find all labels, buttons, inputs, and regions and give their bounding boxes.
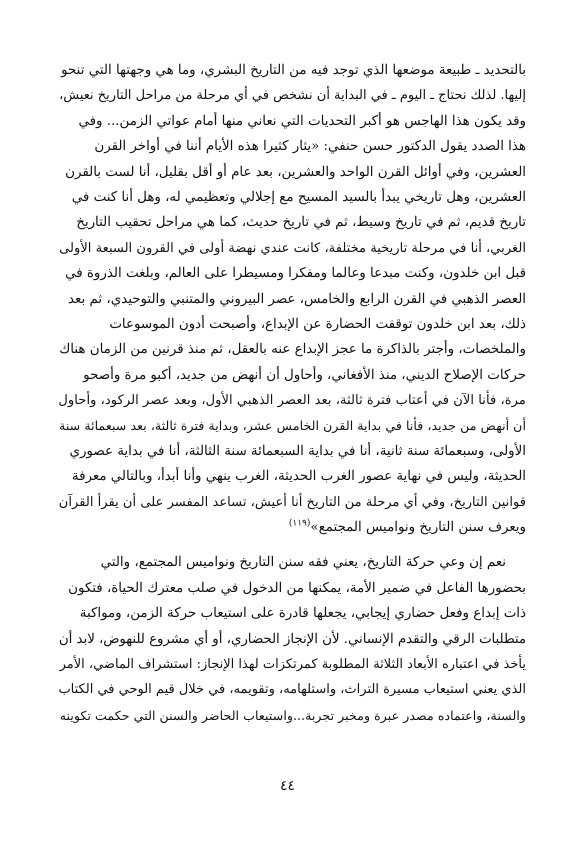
text-line: وقد يكون هذا الهاجس هو أكبر التحديات التي نعاني منها أمام عواتي الزمن... وفي — [78, 113, 526, 129]
text-line: العصر الذهبي في القرن الرابع والخامس، عصر البيروني والمتنبي والتوحيدي، ثم بعد — [68, 291, 526, 307]
text-line: والسنة، واعتماده مصدر عبرة ومخبر تجربة...واستيعاب الحاضر والسنن التي حكمت تكوينه — [59, 707, 526, 723]
text-line: الذي يعني استيعاب مسيرة التراث، واستلهامه، وتقويمه، في خلال قيم الوحي في الكتاب — [58, 682, 526, 698]
text-line: الغربي، أنا في مرحلة تاريخية مختلفة، كانت عندي نهضة أولى في القرون السبعة الأولى — [59, 240, 526, 256]
text-line: ذلك، بعد ابن خلدون توقفت الحضارة عن الإبداع، وأصبحت أدون الموسوعات — [109, 316, 526, 332]
text-line: بالتحديد ـ طبيعة موضعها الذي توجد فيه من التاريخ البشري، وما هي وجهتها التي تنحو — [61, 63, 526, 78]
text-line: متطلبات الرقي والتقدم الإنساني. لأن الإنجاز الحضاري، أو أي مشروع للنهوض، لابد أن — [58, 631, 526, 647]
text-line: العشرين، وهل تاريخي يبدأ بالسيد المسيح مع إجلالي وتعظيمي له، وهل أنا كنت في — [71, 189, 526, 205]
text-line: إليها. لذلك نحتاج ـ اليوم ـ في البداية أن نشخص في أي مرحلة من مراحل التاريخ نعيش، — [59, 88, 526, 104]
text-line: يأخذ في اعتباره الأبعاد الثلاثة المطلوبة كمرتكزات لهذا الإنجاز: استشراف الماضي، الأمر — [59, 656, 526, 672]
text-line: بحضورها الفاعل في ضمير الأمة، يمكنها من الدخول في صلب معترك الحياة، فتكون — [68, 580, 526, 596]
text-line-last — [58, 515, 526, 540]
text-line: نعم إن وعي حركة التاريخ، يعني فقه سنن التاريخ ونواميس المجتمع، والتي — [100, 555, 506, 571]
text-line: العشرين، وفي أوائل القرن الواحد والعشرين، بعد عام أو أقل بقليل، أنا لست بالقرن — [65, 164, 526, 180]
paragraph-1 — [58, 58, 526, 540]
paragraph-2 — [58, 550, 526, 728]
text-line: والملخصات، وأجتر بالذاكرة ما عجز الإبداع عنه بالعقل، ثم منذ قرنين من الزمان هناك — [59, 342, 526, 358]
text-line: حركات الإصلاح الديني، منذ الأفغاني، وأحاول أن أنهض من جديد، أكبو مرة وأصحو — [83, 367, 526, 383]
footnote-reference[interactable]: (١١٩) — [288, 518, 311, 529]
page-number: ٤٤ — [279, 778, 296, 794]
text-line: قوانين التاريخ، وفي أي مرحلة من التاريخ أنا أعيش، تساعد المفسر على أن يقرأ القرآن — [58, 494, 526, 510]
text-line: هذا الصدد يقول الدكتور حسن حنفي: «يثار كثيرا هذه الأيام أننا في أواخر القرن — [94, 139, 526, 155]
text-line: أن أنهض من جديد، فأنا في بداية القرن الخامس عشر، وبداية فترة ثالثة، بعد سبعمائة سنة — [59, 418, 526, 434]
text-line: ذات إبداع وفعل حضاري إيجابي، يجعلها قادرة على استيعاب حركة الزمن، ومواكبة — [79, 606, 526, 622]
page-body — [58, 58, 526, 728]
text-line: قبل ابن خلدون، وكنت مبدعا وعالما ومفكرا ومسيطرا على العالم، وبلغت الذروة في — [65, 266, 526, 282]
line-text: ويعرف سنن التاريخ ونواميس المجتمع» — [310, 520, 526, 536]
text-line: مرة، فأنا الآن في أعتاب فترة ثالثة، بعد العصر الذهبي الأول، وبعد عصر الركود، وأحاول — [58, 393, 526, 409]
text-line: الحديثة، وليس في نهاية عصور الغرب الحديثة، الغرب ينهي وأنا أبدأ، وبالتالي معرفة — [71, 469, 526, 485]
text-line: الأولى، وسبعمائة سنة ثانية، أنا في بداية السبعمائة سنة الثالثة، أنا في بداية عصوري — [69, 443, 526, 459]
text-line: تاريخ قديم، ثم في تاريخ وسيط، ثم في تاريخ حديث، كما هي مراحل تحقيب التاريخ — [76, 215, 526, 231]
